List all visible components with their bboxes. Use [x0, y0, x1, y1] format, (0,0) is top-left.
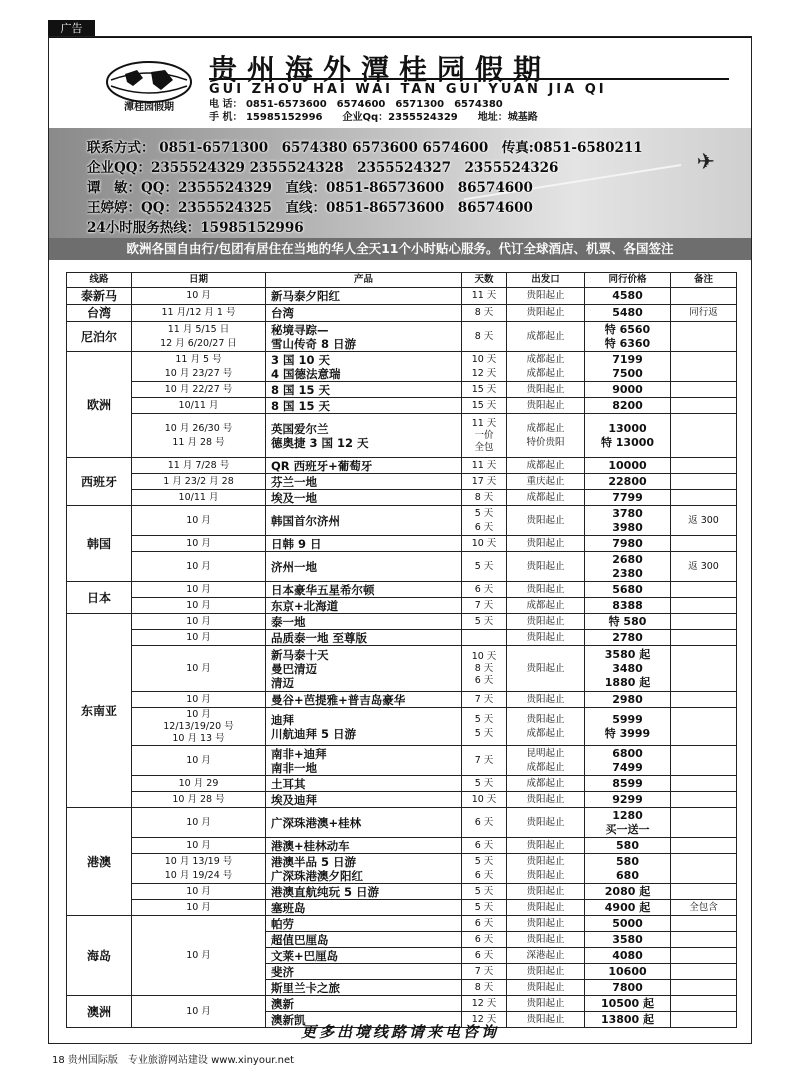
product-cell: 济州一地	[266, 552, 462, 582]
region-cell: 澳洲	[67, 996, 132, 1028]
product-cell: 日本豪华五星希尔顿	[266, 582, 462, 598]
product-cell: 台湾	[266, 305, 462, 322]
product-cell: 迪拜 川航迪拜 5 日游	[266, 708, 462, 746]
note-cell	[671, 630, 737, 646]
date-cell: 10 月 12/13/19/20 号 10 月 13 号	[132, 708, 266, 746]
departure-cell: 贵阳起止	[507, 996, 585, 1012]
product-cell: 曼谷+芭提雅+普吉岛豪华	[266, 692, 462, 708]
departure-cell: 贵阳起止	[507, 964, 585, 980]
region-cell: 泰新马	[67, 288, 132, 305]
departure-cell: 重庆起止	[507, 474, 585, 490]
col-header-product: 产品	[266, 273, 462, 288]
price-cell: 2980	[585, 692, 671, 708]
product-cell: 新马泰十天 曼巴清迈 清迈	[266, 646, 462, 692]
price-cell: 特 580	[585, 614, 671, 630]
date-cell: 10 月 28 号	[132, 792, 266, 808]
table-row	[67, 692, 737, 708]
col-header-date: 日期	[132, 273, 266, 288]
service-strip: 欧洲各国自由行/包团有居住在当地的华人全天11个小时贴心服务。代订全球酒店、机票、各国签注	[49, 238, 751, 260]
date-cell: 10/11 月	[132, 490, 266, 506]
note-cell	[671, 582, 737, 598]
banner-line: 联系方式： 0851-6571300 6574380 6573600 6574600 传真:0851-6580211	[87, 140, 643, 156]
days-cell: 5 天	[462, 884, 507, 900]
price-cell: 7980	[585, 536, 671, 552]
table-row	[67, 506, 737, 536]
days-cell: 15 天	[462, 382, 507, 398]
note-cell	[671, 838, 737, 854]
product-cell: 澳新凯	[266, 1012, 462, 1028]
date-cell: 10 月 29	[132, 776, 266, 792]
table-row	[67, 322, 737, 352]
region-cell: 日本	[67, 582, 132, 614]
price-cell: 4080	[585, 948, 671, 964]
region-cell: 台湾	[67, 305, 132, 322]
date-cell: 10 月	[132, 916, 266, 996]
price-cell: 7799	[585, 490, 671, 506]
departure-cell: 贵阳起止	[507, 398, 585, 414]
date-cell: 10 月	[132, 614, 266, 630]
note-cell: 返 300	[671, 506, 737, 536]
departure-cell: 贵阳起止	[507, 980, 585, 996]
price-cell: 10600	[585, 964, 671, 980]
days-cell: 10 天	[462, 536, 507, 552]
days-cell: 7 天	[462, 746, 507, 776]
departure-cell: 贵阳起止	[507, 582, 585, 598]
note-cell: 返 300	[671, 552, 737, 582]
table-row	[67, 614, 737, 630]
days-cell: 10 天 12 天	[462, 352, 507, 382]
days-cell	[462, 630, 507, 646]
price-cell: 5000	[585, 916, 671, 932]
banner-line: 企业QQ：2355524329 2355524328 2355524327 2355524326	[87, 160, 559, 176]
price-cell: 13000 特 13000	[585, 414, 671, 458]
departure-cell: 贵阳起止	[507, 916, 585, 932]
logo-caption: 潭桂园假期	[124, 102, 174, 113]
region-cell: 韩国	[67, 506, 132, 582]
table-row	[67, 808, 737, 838]
departure-cell: 贵阳起止	[507, 838, 585, 854]
days-cell: 6 天	[462, 916, 507, 932]
region-cell: 尼泊尔	[67, 322, 132, 352]
product-cell: 文莱+巴厘岛	[266, 948, 462, 964]
banner-line: 谭 敏：QQ：2355524329 直线：0851-86573600 86574600	[87, 180, 533, 196]
region-cell: 海岛	[67, 916, 132, 996]
departure-cell: 昆明起止 成都起止	[507, 746, 585, 776]
note-cell	[671, 916, 737, 932]
product-cell: 泰一地	[266, 614, 462, 630]
days-cell: 8 天	[462, 980, 507, 996]
table-header-row	[67, 273, 737, 288]
date-cell: 10 月	[132, 996, 266, 1028]
note-cell	[671, 490, 737, 506]
note-cell	[671, 322, 737, 352]
banner-line: 24小时服务热线：15985152996	[87, 220, 304, 236]
price-cell: 22800	[585, 474, 671, 490]
departure-cell: 贵阳起止	[507, 630, 585, 646]
days-cell: 12 天	[462, 996, 507, 1012]
note-cell	[671, 398, 737, 414]
days-cell: 7 天	[462, 964, 507, 980]
col-header-days: 天数	[462, 273, 507, 288]
agency-title-pinyin: GUI ZHOU HAI WAI TAN GUI YUAN JIA QI	[209, 82, 607, 97]
table-row	[67, 305, 737, 322]
table-row	[67, 916, 737, 932]
note-cell	[671, 288, 737, 305]
price-cell: 6800 7499	[585, 746, 671, 776]
price-cell: 9299	[585, 792, 671, 808]
product-cell: 斯里兰卡之旅	[266, 980, 462, 996]
product-cell: 埃及一地	[266, 490, 462, 506]
departure-cell: 贵阳起止 成都起止	[507, 708, 585, 746]
table-row	[67, 838, 737, 854]
departure-cell: 贵阳起止	[507, 536, 585, 552]
product-cell: QR 西班牙+葡萄牙	[266, 458, 462, 474]
days-cell: 8 天	[462, 305, 507, 322]
product-cell: 帕劳	[266, 916, 462, 932]
date-cell: 11 月 7/28 号	[132, 458, 266, 474]
table-row	[67, 598, 737, 614]
days-cell: 8 天	[462, 322, 507, 352]
price-cell: 7800	[585, 980, 671, 996]
product-cell: 埃及迪拜	[266, 792, 462, 808]
price-cell: 2080 起	[585, 884, 671, 900]
note-cell	[671, 884, 737, 900]
region-cell: 港澳	[67, 808, 132, 916]
days-cell: 5 天 6 天	[462, 506, 507, 536]
table-row	[67, 630, 737, 646]
product-cell: 东京+北海道	[266, 598, 462, 614]
date-cell: 10 月	[132, 506, 266, 536]
price-cell: 7199 7500	[585, 352, 671, 382]
date-cell: 10 月 26/30 号 11 月 28 号	[132, 414, 266, 458]
airplane-icon: ✈	[696, 150, 715, 175]
days-cell: 5 天	[462, 776, 507, 792]
price-cell: 8599	[585, 776, 671, 792]
days-cell: 5 天	[462, 552, 507, 582]
table-row	[67, 288, 737, 305]
price-cell: 3780 3980	[585, 506, 671, 536]
days-cell: 7 天	[462, 598, 507, 614]
note-cell	[671, 854, 737, 884]
date-cell: 10 月	[132, 884, 266, 900]
table-row	[67, 582, 737, 598]
col-header-note: 备注	[671, 273, 737, 288]
note-cell	[671, 414, 737, 458]
table-row	[67, 352, 737, 382]
date-cell: 10/11 月	[132, 398, 266, 414]
price-cell: 580 680	[585, 854, 671, 884]
days-cell: 8 天	[462, 490, 507, 506]
table-row	[67, 792, 737, 808]
table-row	[67, 884, 737, 900]
date-cell: 10 月	[132, 900, 266, 916]
note-cell	[671, 746, 737, 776]
note-cell	[671, 996, 737, 1012]
note-cell	[671, 536, 737, 552]
note-cell	[671, 614, 737, 630]
note-cell	[671, 980, 737, 996]
col-header-price: 同行价格	[585, 273, 671, 288]
departure-cell: 贵阳起止	[507, 614, 585, 630]
date-cell: 10 月	[132, 838, 266, 854]
date-cell: 10 月	[132, 808, 266, 838]
departure-cell: 成都起止	[507, 598, 585, 614]
note-cell	[671, 932, 737, 948]
product-cell: 广深珠港澳+桂林	[266, 808, 462, 838]
price-cell: 3580	[585, 932, 671, 948]
departure-cell: 成都起止	[507, 776, 585, 792]
departure-cell: 贵阳起止	[507, 552, 585, 582]
ad-label: 广告	[48, 20, 95, 37]
days-cell: 6 天	[462, 948, 507, 964]
table-row	[67, 552, 737, 582]
note-cell	[671, 776, 737, 792]
days-cell: 17 天	[462, 474, 507, 490]
price-cell: 5680	[585, 582, 671, 598]
price-cell: 10500 起	[585, 996, 671, 1012]
days-cell: 5 天	[462, 614, 507, 630]
product-cell: 3 国 10 天 4 国德法意瑞	[266, 352, 462, 382]
days-cell: 7 天	[462, 692, 507, 708]
departure-cell: 贵阳起止	[507, 506, 585, 536]
product-cell: 芬兰一地	[266, 474, 462, 490]
note-cell	[671, 964, 737, 980]
product-cell: 斐济	[266, 964, 462, 980]
note-cell	[671, 646, 737, 692]
departure-cell: 贵阳起止	[507, 382, 585, 398]
days-cell: 10 天 8 天 6 天	[462, 646, 507, 692]
product-cell: 港澳半品 5 日游 广深珠港澳夕阳红	[266, 854, 462, 884]
days-cell: 6 天	[462, 838, 507, 854]
product-cell: 港澳直航纯玩 5 日游	[266, 884, 462, 900]
note-cell	[671, 948, 737, 964]
departure-cell: 成都起止	[507, 322, 585, 352]
date-cell: 10 月	[132, 746, 266, 776]
date-cell: 10 月	[132, 598, 266, 614]
note-cell	[671, 692, 737, 708]
note-cell	[671, 352, 737, 382]
days-cell: 5 天	[462, 900, 507, 916]
departure-cell: 贵阳起止 贵阳起止	[507, 854, 585, 884]
price-cell: 5999 特 3999	[585, 708, 671, 746]
header	[49, 38, 751, 128]
price-cell: 5480	[585, 305, 671, 322]
col-header-route: 线路	[67, 273, 132, 288]
price-cell: 3580 起 3480 1880 起	[585, 646, 671, 692]
product-cell: 澳新	[266, 996, 462, 1012]
price-cell: 4580	[585, 288, 671, 305]
table-row	[67, 776, 737, 792]
days-cell: 11 天	[462, 288, 507, 305]
departure-cell: 贵阳起止	[507, 1012, 585, 1028]
contact-mobile: 手 机： 15985152996 企业Qq：2355524329 地址：城基路	[209, 112, 538, 123]
region-cell: 西班牙	[67, 458, 132, 506]
note-cell	[671, 792, 737, 808]
days-cell: 6 天	[462, 932, 507, 948]
days-cell: 5 天 6 天	[462, 854, 507, 884]
product-cell: 日韩 9 日	[266, 536, 462, 552]
days-cell: 12 天	[462, 1012, 507, 1028]
date-cell: 10 月 13/19 号 10 月 19/24 号	[132, 854, 266, 884]
price-cell: 4900 起	[585, 900, 671, 916]
days-cell: 15 天	[462, 398, 507, 414]
days-cell: 11 天 一价 全包	[462, 414, 507, 458]
date-cell: 11 月/12 月 1 号	[132, 305, 266, 322]
date-cell: 10 月	[132, 630, 266, 646]
product-cell: 秘境寻踪— 雪山传奇 8 日游	[266, 322, 462, 352]
departure-cell: 成都起止 成都起止	[507, 352, 585, 382]
departure-cell: 深港起止	[507, 948, 585, 964]
days-cell: 11 天	[462, 458, 507, 474]
price-cell: 2680 2380	[585, 552, 671, 582]
note-cell	[671, 598, 737, 614]
table-row	[67, 490, 737, 506]
table-row	[67, 414, 737, 458]
date-cell: 11 月 5/15 日 12 月 6/20/27 日	[132, 322, 266, 352]
note-cell	[671, 382, 737, 398]
price-cell: 特 6560 特 6360	[585, 322, 671, 352]
price-cell: 13800 起	[585, 1012, 671, 1028]
days-cell: 10 天	[462, 792, 507, 808]
note-cell	[671, 458, 737, 474]
departure-cell: 贵阳起止	[507, 646, 585, 692]
product-cell: 品质泰一地 至尊版	[266, 630, 462, 646]
more-routes-note: 更多出境线路请来电咨询	[300, 1023, 499, 1041]
days-cell: 5 天 5 天	[462, 708, 507, 746]
date-cell: 10 月	[132, 288, 266, 305]
departure-cell: 贵阳起止	[507, 305, 585, 322]
product-cell: 英国爱尔兰 德奥捷 3 国 12 天	[266, 414, 462, 458]
table-row	[67, 474, 737, 490]
price-cell: 8200	[585, 398, 671, 414]
table-row	[67, 708, 737, 746]
table-row	[67, 536, 737, 552]
note-cell: 同行返	[671, 305, 737, 322]
table-row	[67, 382, 737, 398]
note-cell: 全包含	[671, 900, 737, 916]
table-row	[67, 854, 737, 884]
col-header-departure: 出发口	[507, 273, 585, 288]
date-cell: 10 月	[132, 692, 266, 708]
note-cell	[671, 474, 737, 490]
table-row	[67, 746, 737, 776]
contact-phones: 电 话： 0851-6573600 6574600 6571300 6574380	[209, 99, 503, 110]
table-row	[67, 996, 737, 1012]
product-cell: 8 国 15 天	[266, 382, 462, 398]
product-cell: 南非+迪拜 南非一地	[266, 746, 462, 776]
price-cell: 8388	[585, 598, 671, 614]
price-cell: 2780	[585, 630, 671, 646]
departure-cell: 贵阳起止	[507, 808, 585, 838]
product-cell: 8 国 15 天	[266, 398, 462, 414]
departure-cell: 贵阳起止	[507, 932, 585, 948]
product-cell: 土耳其	[266, 776, 462, 792]
departure-cell: 成都起止	[507, 490, 585, 506]
date-cell: 10 月	[132, 536, 266, 552]
price-cell: 10000	[585, 458, 671, 474]
departure-cell: 贵阳起止	[507, 288, 585, 305]
departure-cell: 贵阳起止	[507, 900, 585, 916]
date-cell: 10 月	[132, 646, 266, 692]
product-cell: 超值巴厘岛	[266, 932, 462, 948]
date-cell: 10 月	[132, 582, 266, 598]
date-cell: 10 月 22/27 号	[132, 382, 266, 398]
departure-cell: 贵阳起止	[507, 792, 585, 808]
note-cell	[671, 808, 737, 838]
region-cell: 欧洲	[67, 352, 132, 458]
product-cell: 新马泰夕阳红	[266, 288, 462, 305]
product-cell: 港澳+桂林动车	[266, 838, 462, 854]
title-rule	[209, 78, 729, 80]
product-cell: 塞班岛	[266, 900, 462, 916]
product-cell: 韩国首尔济州	[266, 506, 462, 536]
note-cell	[671, 708, 737, 746]
table-row	[67, 900, 737, 916]
table-row	[67, 398, 737, 414]
date-cell: 1 月 23/2 月 28	[132, 474, 266, 490]
price-cell: 1280 买一送一	[585, 808, 671, 838]
table-row	[67, 458, 737, 474]
date-cell: 10 月	[132, 552, 266, 582]
days-cell: 6 天	[462, 582, 507, 598]
tour-price-table	[66, 272, 737, 1028]
price-cell: 9000	[585, 382, 671, 398]
contact-banner	[49, 128, 751, 238]
table-row	[67, 646, 737, 692]
page-footer: 18 贵州国际版 专业旅游网站建设 www.xinyour.net	[52, 1055, 295, 1066]
price-cell: 580	[585, 838, 671, 854]
departure-cell: 成都起止	[507, 458, 585, 474]
region-cell: 东南亚	[67, 614, 132, 808]
agency-title: 贵州海外潭桂园假期	[209, 53, 552, 86]
date-cell: 11 月 5 号 10 月 23/27 号	[132, 352, 266, 382]
banner-line: 王婷婷：QQ：2355524325 直线：0851-86573600 86574600	[87, 200, 533, 216]
departure-cell: 贵阳起止	[507, 692, 585, 708]
days-cell: 6 天	[462, 808, 507, 838]
departure-cell: 贵阳起止	[507, 884, 585, 900]
departure-cell: 成都起止 特价贵阳	[507, 414, 585, 458]
